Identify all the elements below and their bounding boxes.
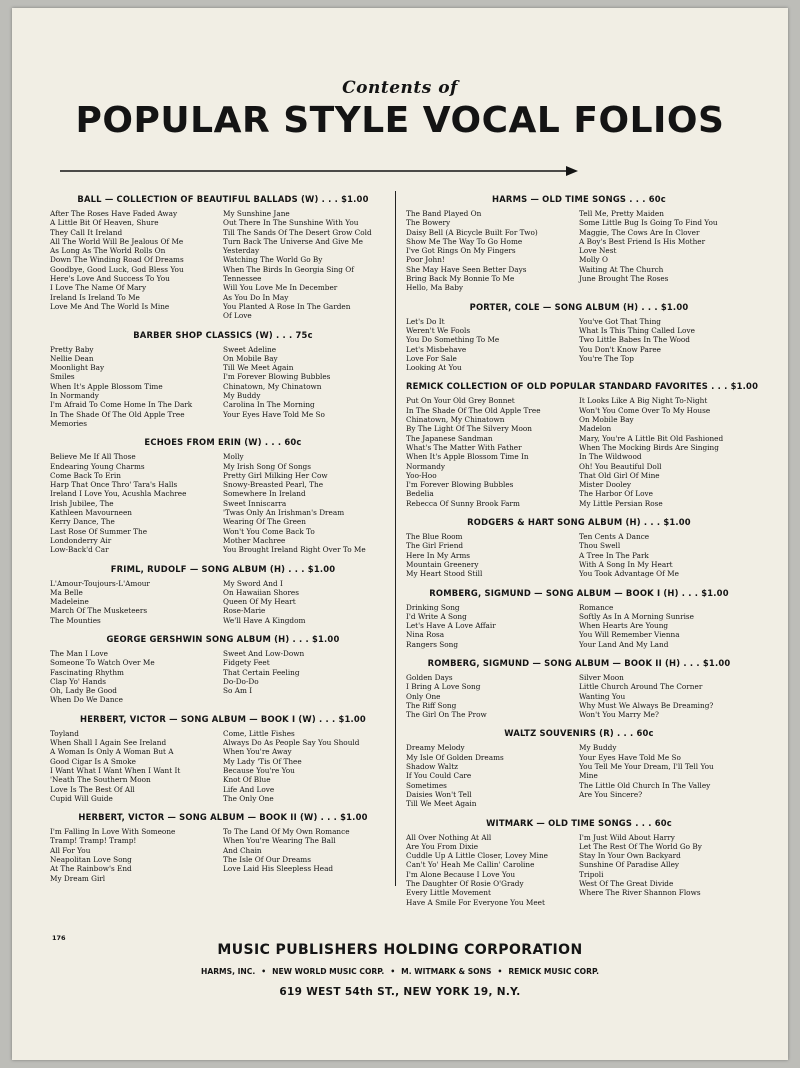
folio-section xyxy=(406,728,752,808)
publisher-name: MUSIC PUBLISHERS HOLDING CORPORATION xyxy=(217,942,583,958)
song-title: Nellie Dean xyxy=(50,353,94,363)
song-list-col2 xyxy=(579,396,752,508)
song-title: In The Shade Of The Old Apple Tree xyxy=(50,409,185,419)
song-list-col1 xyxy=(406,209,579,293)
song-title: Oh, Lady Be Good xyxy=(50,686,117,696)
song-title: Clap Yo' Hands xyxy=(50,676,106,686)
song-title: Maggie, The Cows Are In Clover xyxy=(579,227,700,237)
song-title: The Japanese Sandman xyxy=(406,433,493,443)
song-title: Yoo-Hoo xyxy=(406,470,437,480)
song-title: Do-Do-Do xyxy=(223,676,259,686)
song-list-col2 xyxy=(223,649,396,705)
song-title: Are You From Dixie xyxy=(406,841,479,851)
song-title: Believe Me If All Those xyxy=(50,452,136,462)
song-list-col1 xyxy=(50,209,223,321)
song-list-col2 xyxy=(579,532,752,578)
folio-section xyxy=(406,381,759,508)
song-title: Why Must We Always Be Dreaming? xyxy=(579,700,714,710)
song-title: When The Birds In Georgia Sing Of xyxy=(223,264,354,274)
song-list-col1 xyxy=(406,743,579,808)
song-title: I'm Forever Blowing Bubbles xyxy=(223,372,331,382)
song-title: If You Could Care xyxy=(406,771,472,781)
section-title: PORTER, COLE — SONG ALBUM (H) . . . $1.00 xyxy=(469,301,689,312)
section-title: ROMBERG, SIGMUND — SONG ALBUM — BOOK II (H) . . . $1.00 xyxy=(427,657,731,668)
song-title: Won't You Come Over To My House xyxy=(579,405,711,415)
song-title: My Sword And I xyxy=(223,578,283,588)
song-title: The Man I Love xyxy=(50,648,108,658)
song-title: Sweet Adeline xyxy=(223,344,277,354)
catalog-page xyxy=(12,8,788,1060)
publisher-address: 619 WEST 54th ST., NEW YORK 19, N.Y. xyxy=(279,986,521,998)
song-title: Mister Dooley xyxy=(579,480,632,490)
folio-section xyxy=(50,634,396,705)
song-title: All The World Will Be Jealous Of Me xyxy=(50,236,184,246)
song-title: After The Roses Have Faded Away xyxy=(50,209,178,218)
song-title: What Is This Thing Called Love xyxy=(579,325,695,335)
song-title: Low-Back'd Car xyxy=(50,545,109,555)
song-title: My Dream Girl xyxy=(50,873,106,883)
folio-section xyxy=(50,564,396,625)
song-title: I'm Just Wild About Harry xyxy=(579,832,675,842)
song-list-col2 xyxy=(579,673,752,719)
song-title: I've Got Rings On My Fingers xyxy=(406,246,516,256)
song-title: All For You xyxy=(50,845,91,855)
left-column xyxy=(50,194,396,892)
song-list-col1 xyxy=(50,649,223,705)
song-title: Memories xyxy=(50,418,87,428)
song-title: Hello, Ma Baby xyxy=(406,283,464,293)
page-number: 176 xyxy=(52,934,66,942)
song-title: Tennessee xyxy=(223,274,262,284)
section-title: HERBERT, VICTOR — SONG ALBUM — BOOK I (W) . . . $1.00 xyxy=(80,713,366,724)
song-title: Little Church Around The Corner xyxy=(579,682,703,692)
song-title: As You Do In May xyxy=(223,292,289,302)
song-list-col2 xyxy=(223,579,396,625)
song-title: My Sunshine Jane xyxy=(223,209,290,218)
section-title: FRIML, RUDOLF — SONG ALBUM (H) . . . $1.00 xyxy=(110,563,336,574)
song-title: L'Amour-Toujours-L'Amour xyxy=(50,578,150,588)
folio-section xyxy=(406,517,752,578)
song-title: Somewhere In Ireland xyxy=(223,489,306,499)
song-title: Let The Rest Of The World Go By xyxy=(579,841,702,851)
song-title: Good Cigar Is A Smoke xyxy=(50,756,136,766)
folio-section xyxy=(406,588,752,649)
song-title: Wearing Of The Green xyxy=(223,517,306,527)
song-title: Harp That Once Thro' Tara's Halls xyxy=(50,480,178,490)
song-title: Let's Do It xyxy=(406,316,445,326)
song-title: The Girl On The Prow xyxy=(406,710,487,720)
song-title: And Chain xyxy=(223,845,262,855)
section-title: HARMS — OLD TIME SONGS . . . 60c xyxy=(492,194,666,204)
folio-section xyxy=(50,437,396,554)
folio-section xyxy=(50,194,396,321)
song-title: When Shall I Again See Ireland xyxy=(50,738,167,748)
song-title: Your Eyes Have Told Me So xyxy=(579,752,681,762)
song-title: Thou Swell xyxy=(579,541,621,551)
song-title: Love Nest xyxy=(579,246,617,256)
song-title: Bedelia xyxy=(406,489,434,499)
song-list-col2 xyxy=(579,317,752,373)
song-title: Your Land And My Land xyxy=(579,639,669,649)
song-title: The Mounties xyxy=(50,615,101,625)
song-title: Kerry Dance, The xyxy=(50,517,115,527)
song-title: Down The Winding Road Of Dreams xyxy=(50,255,184,265)
song-title: Yesterday xyxy=(223,246,260,256)
section-title: BALL — COLLECTION OF BEAUTIFUL BALLADS (W) . . . $1.00 xyxy=(77,194,369,204)
song-list-col1 xyxy=(50,345,223,429)
song-title: Love Laid His Sleepless Head xyxy=(223,864,334,874)
song-title: I Bring A Love Song xyxy=(406,682,481,692)
song-list-col2 xyxy=(579,743,752,808)
song-title: I'm Alone Because I Love You xyxy=(406,869,516,879)
song-title: When Do We Dance xyxy=(50,695,123,705)
song-title: They Call It Ireland xyxy=(50,227,123,237)
song-list-col1 xyxy=(50,827,223,883)
song-list-col1 xyxy=(50,452,223,554)
song-title: Life And Love xyxy=(223,784,275,794)
song-title: Come, Little Fishes xyxy=(223,728,295,738)
song-title: Till We Meet Again xyxy=(406,799,477,809)
song-title: Irish Jubilee, The xyxy=(50,498,114,508)
song-title: Londonderry Air xyxy=(50,535,112,545)
song-title: Tripoli xyxy=(579,869,604,879)
song-title: At The Rainbow's End xyxy=(50,864,132,874)
song-title: You Planted A Rose In The Garden xyxy=(223,301,351,311)
song-title: Someone To Watch Over Me xyxy=(50,658,155,668)
song-title: Looking At You xyxy=(406,363,462,373)
song-title: Ireland I Love You, Acushla Machree xyxy=(50,489,187,499)
song-title: Ten Cents A Dance xyxy=(579,532,650,542)
song-title: Sweet And Low-Down xyxy=(223,648,305,658)
song-title: March Of The Musketeers xyxy=(50,606,148,616)
section-title: WITMARK — OLD TIME SONGS . . . 60c xyxy=(486,817,672,828)
song-title: That Old Girl Of Mine xyxy=(579,470,660,480)
song-title: Mountain Greenery xyxy=(406,559,479,569)
publisher-item: HARMS, INC. xyxy=(200,967,256,976)
song-title: Because You're You xyxy=(223,765,295,775)
song-title: Rebecca Of Sunny Brook Farm xyxy=(406,498,520,508)
right-column xyxy=(406,194,759,916)
song-title: Sweet Inniscarra xyxy=(223,498,287,508)
song-title: Sunshine Of Paradise Alley xyxy=(579,860,680,870)
song-title: My Irish Song Of Songs xyxy=(223,461,311,471)
song-title: When It's Apple Blossom Time xyxy=(50,381,163,391)
song-title: You Brought Ireland Right Over To Me xyxy=(223,545,366,555)
song-list-col1 xyxy=(406,317,579,373)
song-title: Of Love xyxy=(223,311,252,321)
song-title: When Hearts Are Young xyxy=(579,621,669,631)
separator-dot: • xyxy=(390,967,396,976)
song-title: You Will Remember Vienna xyxy=(579,630,680,640)
song-title: Molly xyxy=(223,452,244,462)
song-title: On Hawaiian Shores xyxy=(223,587,299,597)
folio-section xyxy=(50,812,396,883)
song-title: Poor John! xyxy=(406,255,445,265)
song-title: In Normandy xyxy=(50,391,99,401)
song-title: Carolina In The Morning xyxy=(223,400,315,410)
song-title: June Brought The Roses xyxy=(579,274,669,284)
section-title: WALTZ SOUVENIRS (R) . . . 60c xyxy=(504,728,654,739)
song-title: By The Light Of The Silvery Moon xyxy=(406,424,533,434)
song-title: Will You Love Me In December xyxy=(223,283,338,293)
publisher-item: NEW WORLD MUSIC CORP. xyxy=(272,967,385,976)
song-title: I'm Forever Blowing Bubbles xyxy=(406,480,514,490)
song-title: Daisy Bell (A Bicycle Built For Two) xyxy=(406,227,538,237)
song-title: Shadow Waltz xyxy=(406,762,459,772)
song-list-col2 xyxy=(223,827,396,883)
song-title: The Bowery xyxy=(406,218,451,228)
song-title: Your Eyes Have Told Me So xyxy=(223,409,325,419)
section-title: GEORGE GERSHWIN SONG ALBUM (H) . . . $1.00 xyxy=(106,633,340,644)
song-title: Romance xyxy=(579,602,614,612)
song-title: All Over Nothing At All xyxy=(406,832,492,842)
song-list-col2 xyxy=(223,209,396,321)
song-title: The Isle Of Our Dreams xyxy=(223,855,311,865)
song-title: When You're Wearing The Ball xyxy=(223,836,336,846)
song-title: Chinatown, My Chinatown xyxy=(406,415,505,425)
song-title: Always Do As People Say You Should xyxy=(223,738,360,748)
song-title: The Harbor Of Love xyxy=(579,489,653,499)
song-title: Snowy-Breasted Pearl, The xyxy=(223,480,324,490)
song-title: What's The Matter With Father xyxy=(406,442,522,452)
song-title: So Am I xyxy=(223,686,253,696)
song-title: You're The Top xyxy=(579,353,634,363)
song-title: My Buddy xyxy=(579,743,617,753)
song-title: Drinking Song xyxy=(406,602,460,612)
song-title: With A Song In My Heart xyxy=(579,559,673,569)
song-list-col1 xyxy=(406,532,579,578)
song-title: You Took Advantage Of Me xyxy=(579,569,679,579)
song-title: Love Me And The World Is Mine xyxy=(50,301,170,311)
song-title: Out There In The Sunshine With You xyxy=(223,218,359,228)
folio-section xyxy=(50,714,396,803)
song-title: Madeleine xyxy=(50,597,89,607)
song-title: Pretty Girl Milking Her Cow xyxy=(223,470,328,480)
publishers-line xyxy=(12,967,788,976)
section-title: REMICK COLLECTION OF OLD POPULAR STANDARD FAVORITES . . . $1.00 xyxy=(406,381,759,392)
song-title: Weren't We Fools xyxy=(406,325,471,335)
folio-section xyxy=(50,330,396,429)
song-title: The Band Played On xyxy=(406,209,482,218)
page-title: POPULAR STYLE VOCAL FOLIOS xyxy=(75,100,725,141)
song-title: Daisies Won't Tell xyxy=(406,789,472,799)
song-title: Here In My Arms xyxy=(406,550,471,560)
song-title: Where The River Shannon Flows xyxy=(579,888,701,898)
song-title: Chinatown, My Chinatown xyxy=(223,381,322,391)
song-title: Sometimes xyxy=(406,780,447,790)
song-title: That Certain Feeling xyxy=(223,667,300,677)
song-title: Bring Back My Bonnie To Me xyxy=(406,274,515,284)
song-title: Two Little Babes In The Wood xyxy=(579,335,690,345)
song-title: Cuddle Up A Little Closer, Lovey Mine xyxy=(406,851,548,861)
song-list-col2 xyxy=(579,209,752,293)
song-title: Softly As In A Morning Sunrise xyxy=(579,611,694,621)
song-title: Moonlight Bay xyxy=(50,363,105,373)
song-title: Love Is The Best Of All xyxy=(50,784,135,794)
song-title: 'Neath The Southern Moon xyxy=(50,775,151,785)
song-title: 'Twas Only An Irishman's Dream xyxy=(223,508,345,518)
song-title: We'll Have A Kingdom xyxy=(223,615,306,625)
song-title: Love For Sale xyxy=(406,353,457,363)
song-title: You Tell Me Your Dream, I'll Tell You xyxy=(579,762,714,772)
song-title: My Little Persian Rose xyxy=(579,498,663,508)
song-list-col1 xyxy=(406,396,579,508)
song-title: Normandy xyxy=(406,461,446,471)
song-title: Mother Machree xyxy=(223,535,286,545)
song-title: Dreamy Melody xyxy=(406,743,465,753)
song-title: Have A Smile For Everyone You Meet xyxy=(406,897,545,907)
song-title: Come Back To Erin xyxy=(50,470,121,480)
folio-section xyxy=(406,302,752,373)
separator-dot: • xyxy=(261,967,267,976)
song-title: Fascinating Rhythm xyxy=(50,667,124,677)
song-list-col1 xyxy=(50,729,223,803)
song-title: Nina Rosa xyxy=(406,630,445,640)
title-rule-arrow xyxy=(60,164,580,178)
song-title: On Mobile Bay xyxy=(223,353,278,363)
song-title: Kathleen Mavourneen xyxy=(50,508,132,518)
song-title: I'd Write A Song xyxy=(406,611,467,621)
song-title: Put On Your Old Grey Bonnet xyxy=(406,396,515,406)
song-title: Cupid Will Guide xyxy=(50,793,113,803)
section-title: RODGERS & HART SONG ALBUM (H) . . . $1.00 xyxy=(467,517,691,528)
song-title: Let's Have A Love Affair xyxy=(406,621,496,631)
song-title: A Boy's Best Friend Is His Mother xyxy=(579,236,706,246)
song-title: I'm Afraid To Come Home In The Dark xyxy=(50,400,193,410)
song-title: Watching The World Go By xyxy=(223,255,323,265)
song-title: Stay In Your Own Backyard xyxy=(579,851,681,861)
publisher-item: M. WITMARK & SONS xyxy=(401,967,492,976)
song-title: Rose-Marie xyxy=(223,606,266,616)
song-title: When It's Apple Blossom Time In xyxy=(406,452,529,462)
publisher-item: REMICK MUSIC CORP. xyxy=(508,967,600,976)
song-title: Till We Meet Again xyxy=(223,363,294,373)
song-title: You've Got That Thing xyxy=(579,316,661,326)
song-title: Mine xyxy=(579,771,598,781)
song-title: Neapolitan Love Song xyxy=(50,855,132,865)
song-title: Ireland Is Ireland To Me xyxy=(50,292,140,302)
song-list-col2 xyxy=(579,603,752,649)
song-title: To The Land Of My Own Romance xyxy=(223,827,350,837)
song-title: Queen Of My Heart xyxy=(223,597,296,607)
song-title: My Buddy xyxy=(223,391,261,401)
song-title: Knot Of Blue xyxy=(223,775,271,785)
song-title: My Isle Of Golden Dreams xyxy=(406,752,504,762)
song-title: Madelon xyxy=(579,424,612,434)
song-title: Won't You Marry Me? xyxy=(579,710,659,720)
song-title: My Heart Stood Still xyxy=(406,569,483,579)
section-title: ROMBERG, SIGMUND — SONG ALBUM — BOOK I (H) . . . $1.00 xyxy=(429,587,729,598)
song-title: The Little Old Church In The Valley xyxy=(579,780,711,790)
song-title: Golden Days xyxy=(406,672,453,682)
song-title: West Of The Great Divide xyxy=(579,879,674,889)
song-list-col1 xyxy=(406,673,579,719)
song-title: Molly O xyxy=(579,255,608,265)
song-list-col2 xyxy=(223,452,396,554)
song-title: Some Little Bug Is Going To Find You xyxy=(579,218,718,228)
song-title: The Girl Friend xyxy=(406,541,464,551)
separator-dot: • xyxy=(497,967,503,976)
song-title: Till The Sands Of The Desert Grow Cold xyxy=(223,227,372,237)
song-title: The Riff Song xyxy=(406,700,457,710)
song-title: A Woman Is Only A Woman But A xyxy=(50,747,174,757)
song-title: A Little Bit Of Heaven, Shure xyxy=(50,218,159,228)
song-list-col2 xyxy=(579,833,752,907)
song-title: Oh! You Beautiful Doll xyxy=(579,461,662,471)
song-title: Endearing Young Charms xyxy=(50,461,145,471)
song-title: Silver Moon xyxy=(579,672,624,682)
song-title: In The Wildwood xyxy=(579,452,642,462)
song-title: Toyland xyxy=(50,728,79,738)
song-title: My Lady 'Tis Of Thee xyxy=(223,756,302,766)
song-title: You Do Something To Me xyxy=(406,335,500,345)
song-title: Turn Back The Universe And Give Me xyxy=(223,236,363,246)
song-title: Rangers Song xyxy=(406,639,459,649)
song-title: In The Shade Of The Old Apple Tree xyxy=(406,405,541,415)
song-title: Smiles xyxy=(50,372,75,382)
contents-of-heading: Contents of xyxy=(342,78,458,98)
section-title: BARBER SHOP CLASSICS (W) . . . 75c xyxy=(133,329,313,340)
song-title: Wanting You xyxy=(579,691,626,701)
song-title: As Long As The World Rolls On xyxy=(50,246,166,256)
song-title: On Mobile Bay xyxy=(579,415,634,425)
folio-section xyxy=(406,818,752,907)
song-title: When The Mocking Birds Are Singing xyxy=(579,442,719,452)
song-title: Tell Me, Pretty Maiden xyxy=(579,209,664,218)
folio-section xyxy=(406,194,752,293)
song-title: Won't You Come Back To xyxy=(223,526,315,536)
song-title: When You're Away xyxy=(223,747,292,757)
song-title: Pretty Baby xyxy=(50,344,94,354)
section-title: HERBERT, VICTOR — SONG ALBUM — BOOK II (W) . . . $1.00 xyxy=(78,812,368,823)
song-title: It Looks Like A Big Night To-Night xyxy=(579,396,708,406)
song-title: Fidgety Feet xyxy=(223,658,270,668)
song-title: I Want What I Want When I Want It xyxy=(50,765,181,775)
song-title: Show Me The Way To Go Home xyxy=(406,236,523,246)
song-title: The Blue Room xyxy=(406,532,463,542)
song-list-col2 xyxy=(223,729,396,803)
folio-section xyxy=(406,658,752,719)
song-title: Mary, You're A Little Bit Old Fashioned xyxy=(579,433,724,443)
song-list-col1 xyxy=(406,603,579,649)
song-title: I Love The Name Of Mary xyxy=(50,283,147,293)
song-title: A Tree In The Park xyxy=(579,550,649,560)
song-title: Here's Love And Success To You xyxy=(50,274,170,284)
song-title: Last Rose Of Summer The xyxy=(50,526,148,536)
song-title: Are You Sincere? xyxy=(579,789,643,799)
song-title: The Daughter Of Rosie O'Grady xyxy=(406,879,524,889)
song-list-col2 xyxy=(223,345,396,429)
song-title: Tramp! Tramp! Tramp! xyxy=(50,836,137,846)
song-title: Goodbye, Good Luck, God Bless You xyxy=(50,264,184,274)
song-title: Ma Belle xyxy=(50,587,83,597)
song-title: Can't Yo' Heah Me Callin' Caroline xyxy=(406,860,535,870)
song-title: Waiting At The Church xyxy=(579,264,664,274)
song-title: I'm Falling In Love With Someone xyxy=(50,827,176,837)
song-title: Only One xyxy=(406,691,441,701)
song-list-col1 xyxy=(50,579,223,625)
section-title: ECHOES FROM ERIN (W) . . . 60c xyxy=(144,437,302,448)
song-title: Every Little Movement xyxy=(406,888,491,898)
song-list-col1 xyxy=(406,833,579,907)
song-title: The Only One xyxy=(223,793,274,803)
song-title: She May Have Seen Better Days xyxy=(406,264,527,274)
song-title: You Don't Know Paree xyxy=(579,344,661,354)
song-title: Let's Misbehave xyxy=(406,344,467,354)
